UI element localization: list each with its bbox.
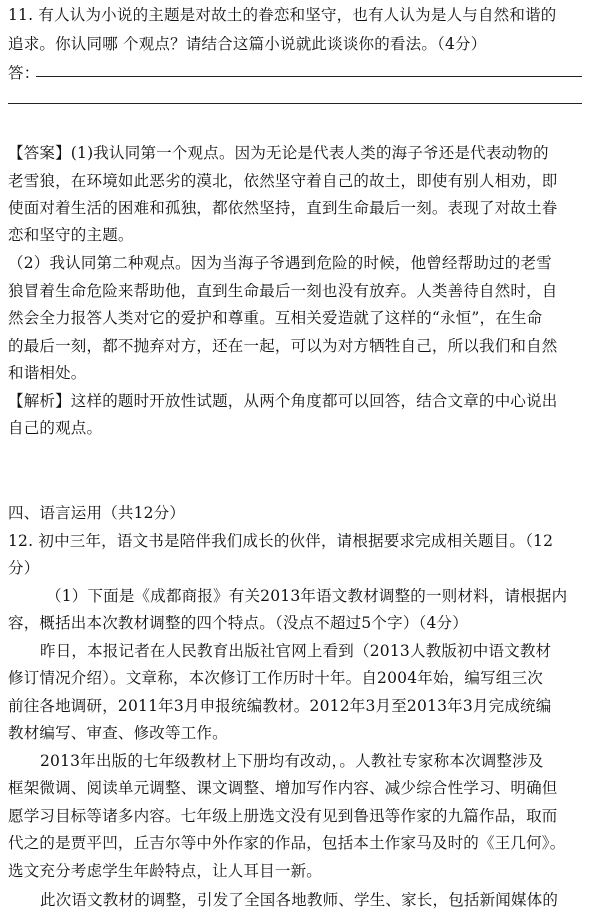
material-line: 愿学习目标等诸多内容。七年级上册选文没有见到鲁迅等作家的九篇作品，取而 bbox=[8, 807, 558, 825]
analysis-line: 自己的观点。 bbox=[8, 419, 103, 437]
answer11-line: 老雪狼，在环境如此恶劣的漠北，依然坚守着自己的故土，即使有别人相劝，即 bbox=[8, 172, 558, 190]
answer-line-2[interactable] bbox=[8, 103, 582, 104]
answer11-line: 恋和坚守的主题。 bbox=[8, 226, 134, 244]
answer11-line: 【答案】(1)我认同第一个观点。因为无论是代表人类的海子爷还是代表动物的 bbox=[8, 144, 549, 162]
analysis-line: 【解析】这样的题时开放性试题，从两个角度都可以回答，结合文章的中心说出 bbox=[8, 392, 558, 410]
answer11-line: 和谐相处。 bbox=[8, 364, 87, 382]
sub1-line-2: 容，概括出本次教材调整的四个特点。（没点不超过5个字）（4分） bbox=[8, 614, 468, 632]
material-line: 选文充分考虑学生年龄特点，让人耳目一新。 bbox=[8, 862, 323, 880]
material-line: 教材编写、审查、修改等工作。 bbox=[8, 724, 228, 742]
q12-line-1: 12. 初中三年，语文书是陪伴我们成长的伙伴，请根据要求完成相关题目。（12 bbox=[8, 532, 554, 550]
answer11-line: 使面对着生活的困难和孤独，都依然坚持，直到生命最后一刻。表现了对故土眷 bbox=[8, 199, 558, 217]
material-line: 修订情况介绍）。文章称，本次修订工作历时十年。自2004年始，编写组三次 bbox=[8, 669, 543, 687]
q12-line-2: 分） bbox=[8, 559, 40, 577]
answer-label: 答： bbox=[8, 64, 40, 82]
answer11-line: 的最后一刻，都不抛弃对方，还在一起，可以为对方牺牲自己，所以我们和自然 bbox=[8, 337, 558, 355]
material-line: 2013年出版的七年级教材上下册均有改动，。人教社专家称本次调整涉及 bbox=[40, 752, 544, 770]
section-title: 四、语言运用（共12分） bbox=[8, 504, 186, 522]
material-line: 前往各地调研，2011年3月申报统编教材。2012年3月至2013年3月完成统编 bbox=[8, 697, 552, 715]
material-line: 昨日，本报记者在人民教育出版社官网上看到（2013人教版初中语文教材 bbox=[40, 642, 552, 660]
answer-line-1[interactable] bbox=[36, 76, 582, 77]
q11-line-2: 追求。你认同哪 个观点？请结合这篇小说就此谈谈你的看法。（4分） bbox=[8, 35, 487, 53]
answer11-line: 然会全力报答人类对它的爱护和尊重。互相关爱造就了这样的“永恒”，在生命 bbox=[8, 309, 543, 327]
material-line: 此次语文教材的调整，引发了全国各地教师、学生、家长，包括新闻媒体的 bbox=[40, 891, 559, 909]
answer11-line: （2）我认同第二种观点。因为当海子爷遇到危险的时候，他曾经帮助过的老雪 bbox=[8, 254, 552, 272]
material-line: 框架微调、阅读单元调整、课文调整、增加写作内容、减少综合性学习、明确但 bbox=[8, 779, 558, 797]
material-line: 代之的是贾平凹，丘吉尔等中外作家的作品，包括本土作家马及时的《王几何》。 bbox=[8, 834, 566, 852]
sub1-line-1: （1）下面是《成都商报》有关2013年语文教材调整的一则材料，请根据内 bbox=[46, 587, 568, 605]
answer11-line: 狼冒着生命危险来帮助他，直到生命最后一刻也没有放弃。人类善待自然时，自 bbox=[8, 282, 558, 300]
q11-line-1: 11. 有人认为小说的主题是对故土的眷恋和坚守，也有人认为是人与自然和谐的 bbox=[8, 6, 557, 24]
